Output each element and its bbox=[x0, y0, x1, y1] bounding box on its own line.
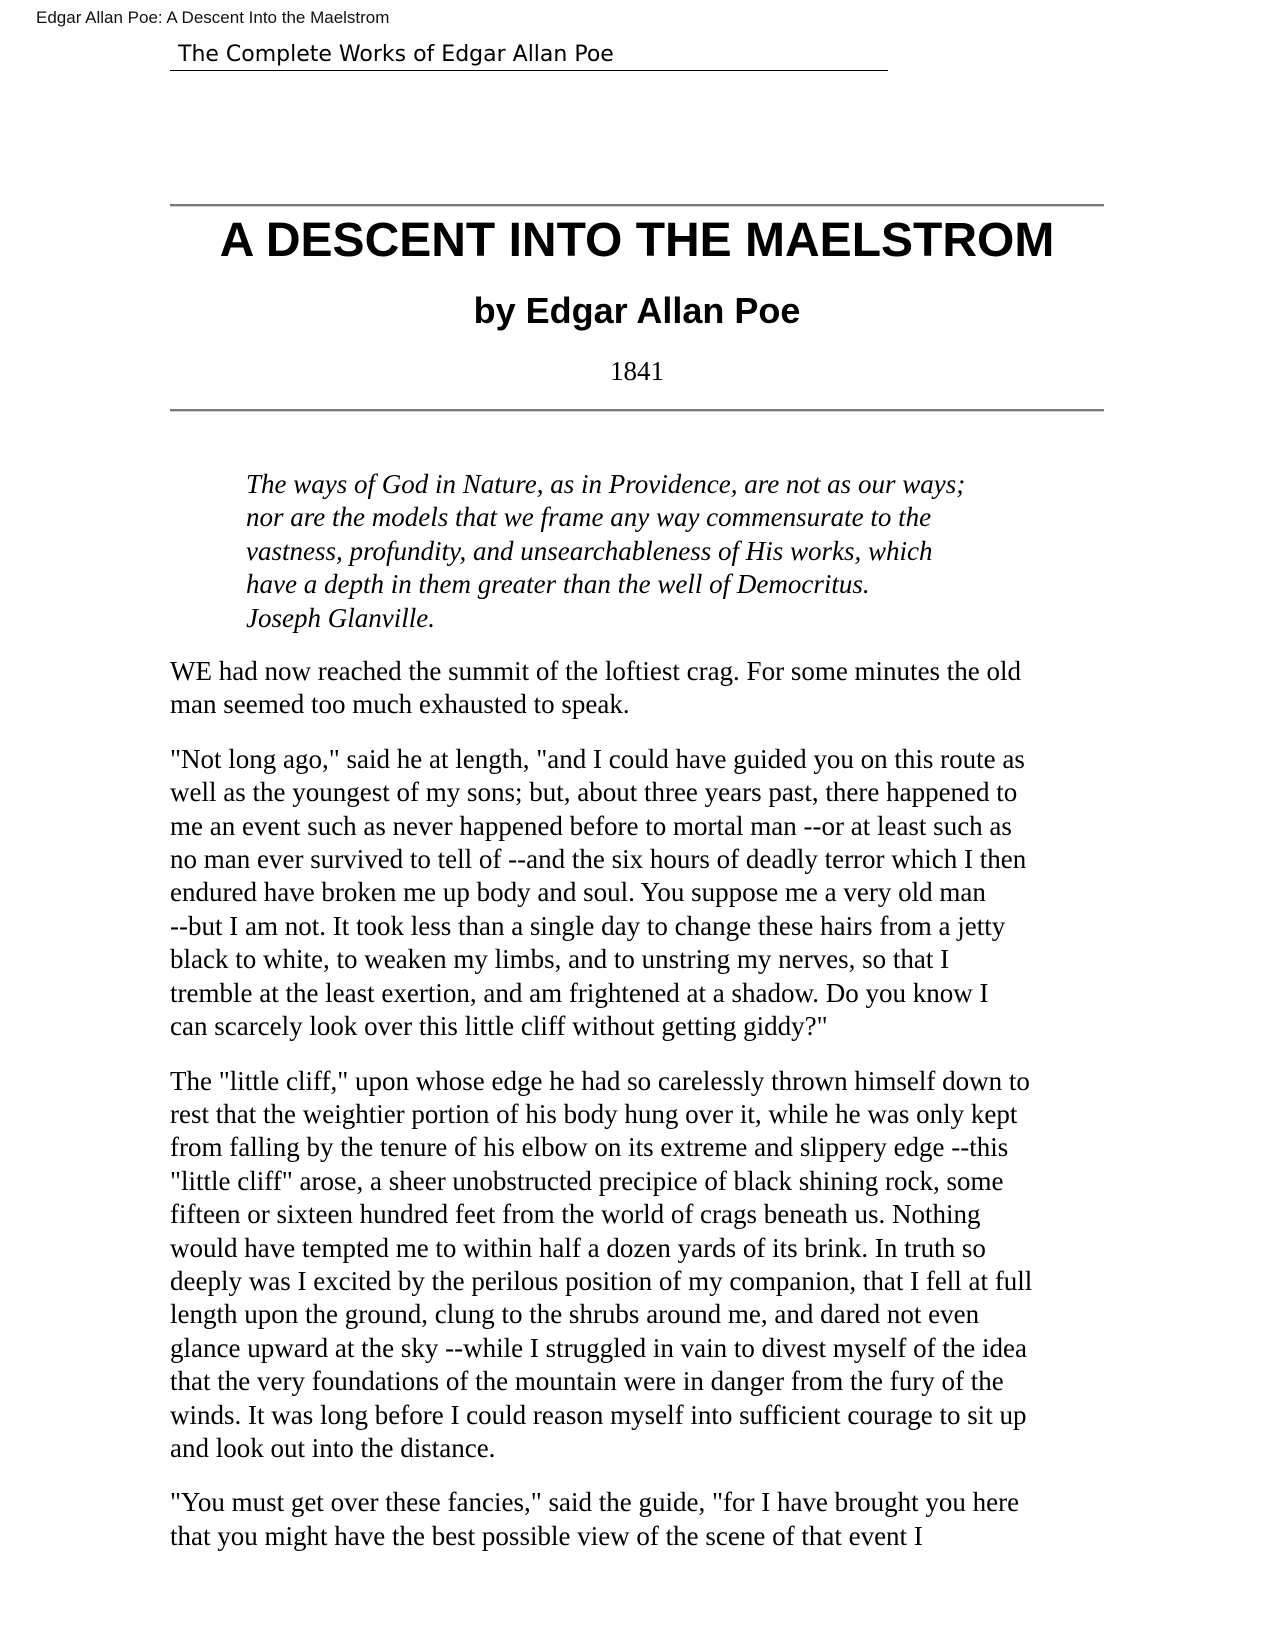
epigraph-line: The ways of God in Nature, as in Providence, are not as our ways; bbox=[246, 469, 966, 499]
epigraph-line: nor are the models that we frame any way commensurate to the bbox=[246, 502, 932, 533]
epigraph-attribution: Joseph Glanville. bbox=[246, 602, 435, 633]
paragraph-line: "You must get over these fancies," said the guide, "for I have brought you here bbox=[170, 1487, 1020, 1518]
paragraph-line: fifteen or sixteen hundred feet from the world of crags beneath us. Nothing bbox=[170, 1199, 981, 1230]
paragraph-line: and look out into the distance. bbox=[170, 1432, 496, 1463]
paragraph-line: man seemed too much exhausted to speak. bbox=[170, 689, 630, 720]
paragraph bbox=[170, 655, 1104, 722]
paragraph-line: black to white, to weaken my limbs, and to unstring my nerves, so that I bbox=[170, 944, 950, 975]
paragraph-line: The "little cliff," upon whose edge he had so carelessly thrown himself down to bbox=[170, 1065, 1030, 1096]
paragraph-line: from falling by the tenure of his elbow on its extreme and slippery edge --this bbox=[170, 1132, 1009, 1163]
paragraph-line: that the very foundations of the mountain were in danger from the fury of the bbox=[170, 1366, 1004, 1397]
paragraph-line: well as the youngest of my sons; but, about three years past, there happened to bbox=[170, 777, 1018, 808]
paragraph-line: rest that the weightier portion of his body hung over it, while he was only kept bbox=[170, 1098, 1018, 1129]
running-head: Edgar Allan Poe: A Descent Into the Maelstrom bbox=[36, 8, 390, 27]
paragraph bbox=[170, 743, 1104, 1044]
paragraph bbox=[170, 1065, 1104, 1466]
site-header: The Complete Works of Edgar Allan Poe bbox=[170, 40, 888, 71]
paragraph-line: me an event such as never happened before to mortal man --or at least such as bbox=[170, 810, 1012, 841]
title-bottom-rule bbox=[170, 409, 1104, 412]
epigraph bbox=[246, 468, 1104, 635]
paragraph-line: length upon the ground, clung to the shrubs around me, and dared not even bbox=[170, 1299, 980, 1330]
epigraph-line: vastness, profundity, and unsearchableness of His works, which bbox=[246, 535, 933, 566]
paragraph-line: WE had now reached the summit of the loftiest crag. For some minutes the old bbox=[170, 656, 1022, 687]
paragraph-line: winds. It was long before I could reason myself into sufficient courage to sit up bbox=[170, 1399, 1027, 1430]
document-body bbox=[170, 204, 1104, 1574]
publication-year: 1841 bbox=[610, 356, 664, 386]
paragraph-line: tremble at the least exertion, and am frightened at a shadow. Do you know I bbox=[170, 977, 989, 1008]
page-title: A DESCENT INTO THE MAELSTROM bbox=[219, 214, 1055, 267]
paragraph-line: can scarcely look over this little cliff without getting giddy?" bbox=[170, 1011, 828, 1042]
paragraph-line: no man ever survived to tell of --and the six hours of deadly terror which I then bbox=[170, 844, 1027, 875]
paragraph-line: glance upward at the sky --while I struggled in vain to divest myself of the idea bbox=[170, 1332, 1028, 1363]
story-text bbox=[170, 655, 1104, 1553]
paragraph-line: --but I am not. It took less than a single day to change these hairs from a jetty bbox=[170, 910, 1006, 941]
paragraph-line: "little cliff" arose, a sheer unobstructed precipice of black shining rock, some bbox=[170, 1165, 1004, 1196]
paragraph-line: "Not long ago," said he at length, "and I could have guided you on this route as bbox=[170, 743, 1025, 774]
paragraph-line: that you might have the best possible view of the scene of that event I bbox=[170, 1520, 923, 1551]
paragraph-line: deeply was I excited by the perilous position of my companion, that I fell at full bbox=[170, 1265, 1033, 1296]
paragraph-line: would have tempted me to within half a dozen yards of its brink. In truth so bbox=[170, 1232, 986, 1263]
paragraph bbox=[170, 1486, 1104, 1553]
epigraph-line: have a depth in them greater than the well of Democritus. bbox=[246, 569, 870, 600]
paragraph-line: endured have broken me up body and soul. You suppose me a very old man bbox=[170, 877, 986, 908]
author-byline: by Edgar Allan Poe bbox=[473, 290, 801, 331]
